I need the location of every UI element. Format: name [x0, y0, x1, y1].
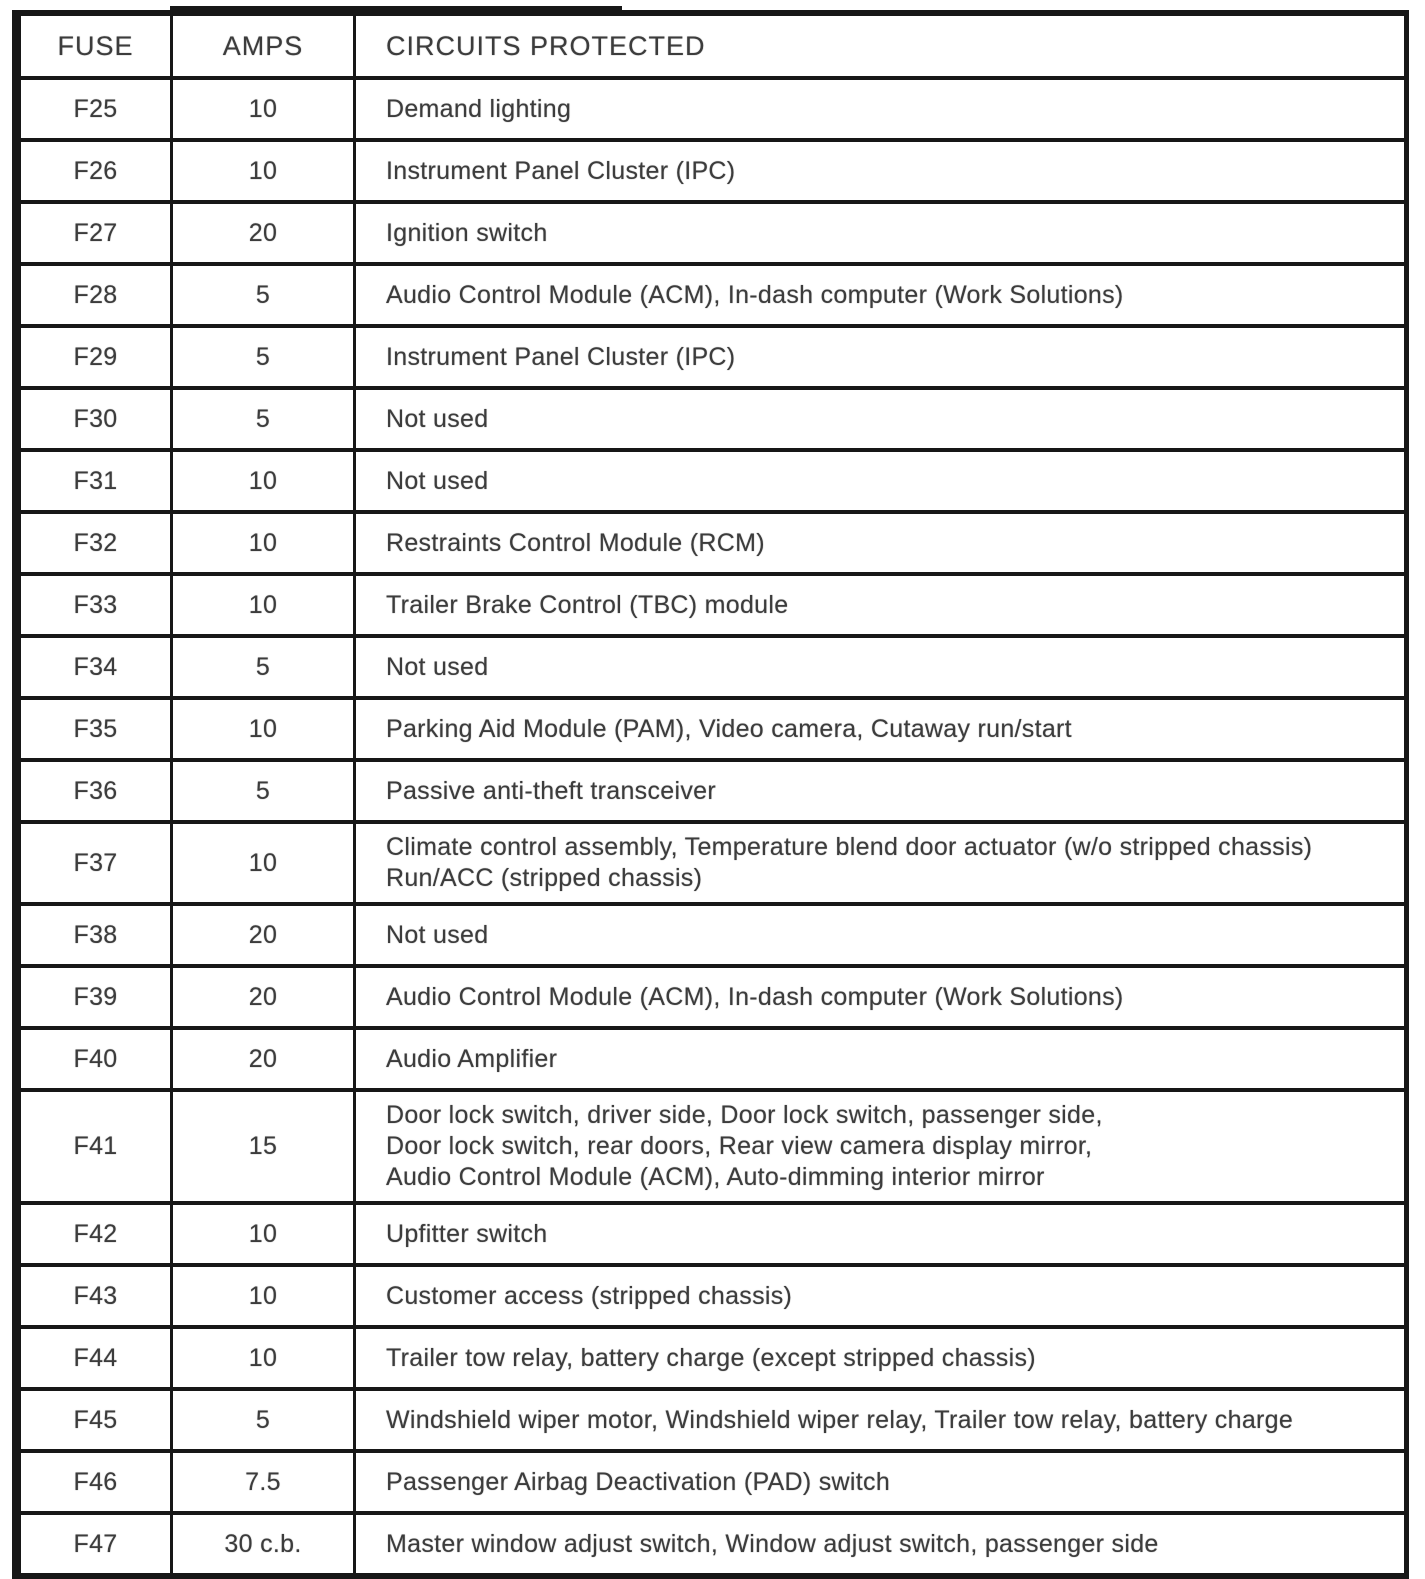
circuits-cell — [355, 388, 1406, 450]
fuse-table — [18, 12, 1407, 1577]
circuits-cell — [355, 760, 1406, 822]
circuits-cell — [355, 822, 1406, 904]
circuits-cell — [355, 326, 1406, 388]
amps-cell: 10 — [172, 574, 355, 636]
circuits-cell — [355, 966, 1406, 1028]
circuit-line: Climate control assembly, Temperature blend door actuator (w/o stripped chassis) — [386, 833, 1313, 861]
circuits-cell — [355, 1327, 1406, 1389]
amps-cell: 10 — [172, 1203, 355, 1265]
circuits-cell — [355, 574, 1406, 636]
circuit-line: Customer access (stripped chassis) — [386, 1281, 793, 1310]
fuse-id-cell: F38 — [20, 904, 172, 966]
fuse-id-cell: F43 — [20, 1265, 172, 1327]
fuse-table-frame — [12, 10, 1409, 1579]
fuse-id-cell: F46 — [20, 1451, 172, 1513]
circuits-cell — [355, 512, 1406, 574]
table-row — [20, 1265, 1406, 1327]
fuse-id-cell: F32 — [20, 512, 172, 574]
circuit-line: Not used — [386, 466, 489, 495]
table-row — [20, 202, 1406, 264]
fuse-id-cell: F45 — [20, 1389, 172, 1451]
circuit-line: Demand lighting — [386, 94, 572, 123]
amps-cell: 20 — [172, 966, 355, 1028]
amps-cell: 10 — [172, 450, 355, 512]
circuit-line: Audio Control Module (ACM), In-dash computer (Work Solutions) — [386, 982, 1124, 1011]
circuits-cell — [355, 140, 1406, 202]
table-row — [20, 966, 1406, 1028]
table-row — [20, 636, 1406, 698]
fuse-id-cell: F25 — [20, 78, 172, 140]
table-row — [20, 574, 1406, 636]
circuit-line: Windshield wiper motor, Windshield wiper relay, Trailer tow relay, battery charge — [386, 1405, 1294, 1434]
amps-cell: 10 — [172, 78, 355, 140]
amps-cell: 7.5 — [172, 1451, 355, 1513]
circuit-line: Audio Amplifier — [386, 1044, 558, 1073]
amps-cell: 10 — [172, 140, 355, 202]
circuit-line: Restraints Control Module (RCM) — [386, 528, 765, 557]
amps-cell: 15 — [172, 1090, 355, 1203]
circuits-cell — [355, 1451, 1406, 1513]
circuits-cell — [355, 1389, 1406, 1451]
amps-cell: 10 — [172, 698, 355, 760]
fuse-id-cell: F29 — [20, 326, 172, 388]
table-row — [20, 140, 1406, 202]
circuits-cell — [355, 78, 1406, 140]
table-row — [20, 1451, 1406, 1513]
circuit-line: Instrument Panel Cluster (IPC) — [386, 156, 736, 185]
circuits-cell — [355, 636, 1406, 698]
table-row — [20, 1090, 1406, 1203]
amps-cell: 5 — [172, 388, 355, 450]
table-row — [20, 78, 1406, 140]
fuse-id-cell: F41 — [20, 1090, 172, 1203]
fuse-table-body — [20, 78, 1406, 1575]
amps-cell: 20 — [172, 1028, 355, 1090]
circuit-line: Upfitter switch — [386, 1219, 548, 1248]
col-header-circuits: CIRCUITS PROTECTED — [355, 14, 1406, 78]
table-row — [20, 512, 1406, 574]
amps-cell: 10 — [172, 1327, 355, 1389]
fuse-id-cell: F37 — [20, 822, 172, 904]
table-row — [20, 1203, 1406, 1265]
table-row — [20, 326, 1406, 388]
circuit-line: Audio Control Module (ACM), In-dash computer (Work Solutions) — [386, 280, 1124, 309]
table-row — [20, 388, 1406, 450]
circuit-line: Parking Aid Module (PAM), Video camera, Cutaway run/start — [386, 714, 1072, 743]
circuit-line: Trailer tow relay, battery charge (except stripped chassis) — [386, 1343, 1036, 1372]
fuse-id-cell: F40 — [20, 1028, 172, 1090]
amps-cell: 5 — [172, 326, 355, 388]
fuse-id-cell: F31 — [20, 450, 172, 512]
table-row — [20, 264, 1406, 326]
fuse-id-cell: F36 — [20, 760, 172, 822]
circuits-cell — [355, 264, 1406, 326]
circuits-cell — [355, 1265, 1406, 1327]
amps-cell: 20 — [172, 202, 355, 264]
table-row — [20, 450, 1406, 512]
circuit-line: Door lock switch, driver side, Door lock switch, passenger side, — [386, 1101, 1103, 1129]
circuits-cell — [355, 1028, 1406, 1090]
circuit-line: Master window adjust switch, Window adjust switch, passenger side — [386, 1529, 1159, 1558]
circuits-cell — [355, 904, 1406, 966]
amps-cell: 5 — [172, 636, 355, 698]
circuit-line: Not used — [386, 404, 489, 433]
table-row — [20, 1513, 1406, 1575]
circuits-cell — [355, 1203, 1406, 1265]
amps-cell: 10 — [172, 822, 355, 904]
table-row — [20, 1028, 1406, 1090]
header-row — [20, 14, 1406, 78]
col-header-amps: AMPS — [172, 14, 355, 78]
fuse-id-cell: F34 — [20, 636, 172, 698]
fuse-id-cell: F39 — [20, 966, 172, 1028]
fuse-id-cell: F44 — [20, 1327, 172, 1389]
circuit-line: Not used — [386, 652, 489, 681]
circuit-line: Passive anti-theft transceiver — [386, 776, 716, 805]
fuse-id-cell: F47 — [20, 1513, 172, 1575]
table-row — [20, 1389, 1406, 1451]
circuit-line: Trailer Brake Control (TBC) module — [386, 590, 789, 619]
table-row — [20, 1327, 1406, 1389]
fuse-id-cell: F35 — [20, 698, 172, 760]
amps-cell: 10 — [172, 512, 355, 574]
amps-cell: 5 — [172, 1389, 355, 1451]
col-header-fuse: FUSE — [20, 14, 172, 78]
circuit-line: Ignition switch — [386, 218, 548, 247]
fuse-id-cell: F33 — [20, 574, 172, 636]
fuse-id-cell: F27 — [20, 202, 172, 264]
amps-cell: 20 — [172, 904, 355, 966]
circuit-line: Instrument Panel Cluster (IPC) — [386, 342, 736, 371]
circuit-line: Audio Control Module (ACM), Auto-dimming interior mirror — [386, 1163, 1045, 1191]
table-row — [20, 822, 1406, 904]
amps-cell: 5 — [172, 760, 355, 822]
circuit-line: Not used — [386, 920, 489, 949]
circuit-line: Run/ACC (stripped chassis) — [386, 864, 703, 892]
fuse-id-cell: F28 — [20, 264, 172, 326]
amps-cell: 30 c.b. — [172, 1513, 355, 1575]
circuits-cell — [355, 1513, 1406, 1575]
fuse-id-cell: F26 — [20, 140, 172, 202]
circuits-cell — [355, 1090, 1406, 1203]
circuits-cell — [355, 698, 1406, 760]
fuse-id-cell: F30 — [20, 388, 172, 450]
amps-cell: 10 — [172, 1265, 355, 1327]
fuse-id-cell: F42 — [20, 1203, 172, 1265]
circuits-cell — [355, 450, 1406, 512]
circuit-line: Door lock switch, rear doors, Rear view camera display mirror, — [386, 1132, 1093, 1160]
table-row — [20, 760, 1406, 822]
circuits-cell — [355, 202, 1406, 264]
table-row — [20, 698, 1406, 760]
circuit-line: Passenger Airbag Deactivation (PAD) switch — [386, 1467, 891, 1496]
amps-cell: 5 — [172, 264, 355, 326]
table-row — [20, 904, 1406, 966]
